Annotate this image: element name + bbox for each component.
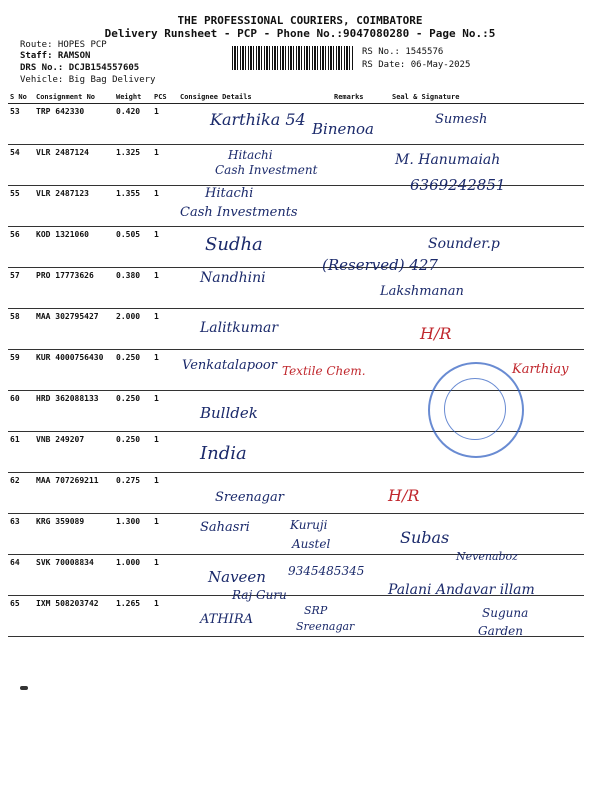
consignment-cell: KUR 4000756430 bbox=[34, 350, 114, 391]
route-label: Route: HOPES PCP bbox=[20, 40, 107, 50]
remarks-cell bbox=[332, 514, 390, 555]
handwritten-text: Naveen bbox=[208, 568, 266, 586]
pcs-cell: 1 bbox=[152, 473, 178, 514]
handwritten-text: H/R bbox=[388, 486, 420, 505]
handwritten-text: 6369242851 bbox=[410, 176, 506, 194]
handwritten-text: H/R bbox=[420, 324, 452, 343]
handwritten-text: Sudha bbox=[205, 234, 263, 255]
weight-cell: 0.250 bbox=[114, 391, 152, 432]
remarks-cell bbox=[332, 432, 390, 473]
table-row bbox=[8, 268, 584, 309]
sno-cell: 54 bbox=[8, 145, 34, 186]
barcode-image bbox=[232, 46, 354, 70]
pcs-cell: 1 bbox=[152, 432, 178, 473]
staff-label: Staff: RAMSON bbox=[20, 51, 91, 61]
drs-label: DRS No.: DCJB154557605 bbox=[20, 63, 140, 73]
handwritten-text: Cash Investment bbox=[215, 163, 318, 177]
rs-number: RS No.: 1545576 bbox=[362, 47, 444, 57]
remarks-cell bbox=[332, 473, 390, 514]
remarks-cell bbox=[332, 145, 390, 186]
remarks-cell bbox=[332, 391, 390, 432]
handwritten-text: Textile Chem. bbox=[282, 364, 366, 378]
consignment-cell: HRD 362088133 bbox=[34, 391, 114, 432]
col-weight: Weight bbox=[114, 91, 152, 104]
weight-cell: 1.355 bbox=[114, 186, 152, 227]
weight-cell: 0.420 bbox=[114, 104, 152, 145]
stamp-seal bbox=[428, 362, 524, 458]
handwritten-text: (Reserved) 427 bbox=[322, 256, 438, 274]
handwritten-text: Cash Investments bbox=[180, 205, 298, 220]
remarks-cell bbox=[332, 186, 390, 227]
weight-cell: 0.250 bbox=[114, 432, 152, 473]
handwritten-text: Palani Andavar illam bbox=[388, 582, 535, 598]
handwritten-text: ATHIRA bbox=[200, 612, 253, 627]
weight-cell: 2.000 bbox=[114, 309, 152, 350]
vehicle-label: Vehicle: Big Bag Delivery bbox=[20, 75, 156, 85]
handwritten-text: Sounder.p bbox=[428, 236, 500, 252]
consignment-cell: KOD 1321060 bbox=[34, 227, 114, 268]
col-pcs: PCS bbox=[152, 91, 178, 104]
sno-cell: 57 bbox=[8, 268, 34, 309]
col-remarks: Remarks bbox=[332, 91, 390, 104]
handwritten-text: Garden bbox=[478, 624, 523, 638]
handwritten-text: Subas bbox=[400, 528, 450, 547]
handwritten-text: Venkatalapoor bbox=[182, 358, 277, 373]
col-sno: S No bbox=[8, 91, 34, 104]
weight-cell: 0.250 bbox=[114, 350, 152, 391]
handwritten-text: Bulldek bbox=[200, 404, 258, 422]
sno-cell: 61 bbox=[8, 432, 34, 473]
consignment-cell: MAA 302795427 bbox=[34, 309, 114, 350]
sno-cell: 60 bbox=[8, 391, 34, 432]
handwritten-text: Austel bbox=[292, 537, 331, 551]
handwritten-text: Karthika 54 bbox=[210, 110, 306, 129]
remarks-cell bbox=[332, 309, 390, 350]
pcs-cell: 1 bbox=[152, 309, 178, 350]
pcs-cell: 1 bbox=[152, 350, 178, 391]
consignment-cell: VNB 249207 bbox=[34, 432, 114, 473]
weight-cell: 0.275 bbox=[114, 473, 152, 514]
handwritten-text: Karthiay bbox=[512, 362, 569, 377]
weight-cell: 1.000 bbox=[114, 555, 152, 596]
sno-cell: 63 bbox=[8, 514, 34, 555]
table-header-row bbox=[8, 91, 584, 104]
sno-cell: 56 bbox=[8, 227, 34, 268]
handwritten-text: Suguna bbox=[482, 606, 529, 620]
table-row bbox=[8, 309, 584, 350]
handwritten-text: Hitachi bbox=[228, 148, 273, 162]
handwritten-text: Sahasri bbox=[200, 520, 250, 535]
handwritten-text: Kuruji bbox=[290, 518, 328, 532]
handwritten-text: Sreenagar bbox=[215, 490, 284, 505]
pcs-cell: 1 bbox=[152, 268, 178, 309]
pcs-cell: 1 bbox=[152, 555, 178, 596]
handwritten-text: Lalitkumar bbox=[200, 320, 279, 336]
consignment-cell: SVK 70008834 bbox=[34, 555, 114, 596]
consignment-cell: VLR 2487124 bbox=[34, 145, 114, 186]
consignment-cell: PRO 17773626 bbox=[34, 268, 114, 309]
handwritten-text: Nevenaboz bbox=[456, 550, 518, 563]
weight-cell: 1.300 bbox=[114, 514, 152, 555]
consignment-cell: TRP 642330 bbox=[34, 104, 114, 145]
pcs-cell: 1 bbox=[152, 145, 178, 186]
handwritten-text: Nandhini bbox=[200, 270, 266, 286]
pcs-cell: 1 bbox=[152, 596, 178, 637]
ink-speck bbox=[20, 686, 28, 690]
handwritten-text: M. Hanumaiah bbox=[395, 152, 501, 168]
col-seal: Seal & Signature bbox=[390, 91, 584, 104]
pcs-cell: 1 bbox=[152, 514, 178, 555]
handwritten-text: Sumesh bbox=[435, 112, 488, 127]
consignment-cell: KRG 359089 bbox=[34, 514, 114, 555]
sno-cell: 62 bbox=[8, 473, 34, 514]
pcs-cell: 1 bbox=[152, 186, 178, 227]
handwritten-text: Raj Guru bbox=[232, 588, 287, 602]
weight-cell: 1.265 bbox=[114, 596, 152, 637]
handwritten-text: SRP bbox=[304, 604, 328, 617]
sno-cell: 65 bbox=[8, 596, 34, 637]
handwritten-text: Sreenagar bbox=[296, 620, 355, 633]
sno-cell: 64 bbox=[8, 555, 34, 596]
consignment-cell: VLR 2487123 bbox=[34, 186, 114, 227]
table-row bbox=[8, 473, 584, 514]
sno-cell: 53 bbox=[8, 104, 34, 145]
handwritten-text: Binenoa bbox=[312, 120, 374, 138]
handwritten-text: Lakshmanan bbox=[380, 284, 464, 299]
rs-date: RS Date: 06-May-2025 bbox=[362, 60, 471, 70]
company-title: THE PROFESSIONAL COURIERS, COIMBATORE bbox=[177, 14, 423, 27]
pcs-cell: 1 bbox=[152, 227, 178, 268]
sno-cell: 58 bbox=[8, 309, 34, 350]
handwritten-text: 9345485345 bbox=[288, 564, 365, 578]
handwritten-text: India bbox=[200, 443, 247, 464]
handwritten-text: Hitachi bbox=[205, 186, 254, 201]
weight-cell: 1.325 bbox=[114, 145, 152, 186]
consignment-cell: IXM 508203742 bbox=[34, 596, 114, 637]
weight-cell: 0.380 bbox=[114, 268, 152, 309]
col-consignment: Consignment No bbox=[34, 91, 114, 104]
pcs-cell: 1 bbox=[152, 391, 178, 432]
consignment-cell: MAA 707269211 bbox=[34, 473, 114, 514]
col-consignee: Consignee Details bbox=[178, 91, 332, 104]
runsheet-subtitle: Delivery Runsheet - PCP - Phone No.:9047080280 - Page No.:5 bbox=[104, 27, 496, 40]
sno-cell: 59 bbox=[8, 350, 34, 391]
sno-cell: 55 bbox=[8, 186, 34, 227]
pcs-cell: 1 bbox=[152, 104, 178, 145]
weight-cell: 0.505 bbox=[114, 227, 152, 268]
